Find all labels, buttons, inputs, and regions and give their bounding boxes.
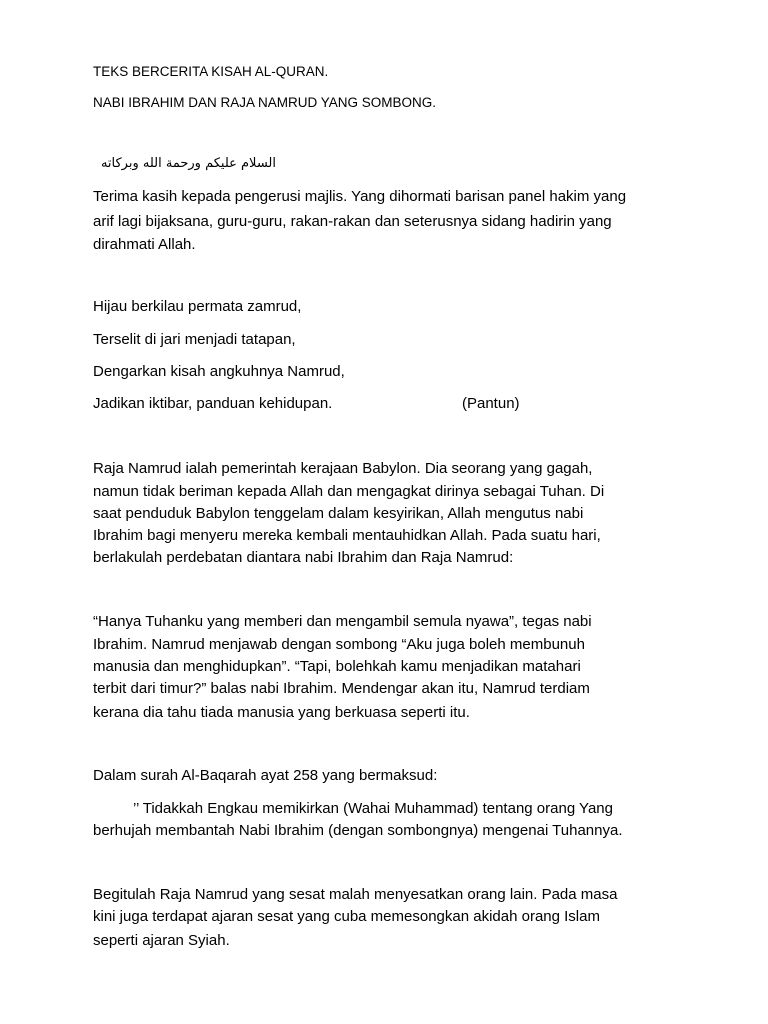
intro-line: arif lagi bijaksana, guru-guru, rakan-rakan dan seterusnya sidang hadirin yang [93,213,612,230]
paragraph-line: Ibrahim bagi menyeru mereka kembali mentauhidkan Allah. Pada suatu hari, [93,527,601,544]
pantun-line: Terselit di jari menjadi tatapan, [93,331,296,348]
intro-line: dirahmati Allah. [93,236,196,253]
paragraph-line: terbit dari timur?” balas nabi Ibrahim. Mendengar akan itu, Namrud terdiam [93,680,590,697]
paragraph-line: Ibrahim. Namrud menjawab dengan sombong “Aku juga boleh membunuh [93,636,585,653]
paragraph-line: Raja Namrud ialah pemerintah kerajaan Babylon. Dia seorang yang gagah, [93,460,593,477]
quote-line: ’’ Tidakkah Engkau memikirkan (Wahai Muhammad) tentang orang Yang [133,800,613,817]
paragraph-line: kerana dia tahu tiada manusia yang berkuasa seperti itu. [93,704,470,721]
surah-intro: Dalam surah Al-Baqarah ayat 258 yang bermaksud: [93,767,438,784]
paragraph-line: Begitulah Raja Namrud yang sesat malah menyesatkan orang lain. Pada masa [93,886,618,903]
pantun-label: (Pantun) [462,395,520,412]
pantun-line: Hijau berkilau permata zamrud, [93,298,302,315]
paragraph-line: “Hanya Tuhanku yang memberi dan mengambil semula nyawa”, tegas nabi [93,613,592,630]
pantun-line: Jadikan iktibar, panduan kehidupan. [93,395,333,412]
paragraph-line: berlakulah perdebatan diantara nabi Ibrahim dan Raja Namrud: [93,549,514,566]
paragraph-line: namun tidak beriman kepada Allah dan mengagkat dirinya sebagai Tuhan. Di [93,483,605,500]
document-title: TEKS BERCERITA KISAH AL-QURAN. [93,64,329,79]
paragraph-line: seperti ajaran Syiah. [93,932,230,949]
paragraph-line: saat penduduk Babylon tenggelam dalam kesyirikan, Allah mengutus nabi [93,505,584,522]
arabic-greeting: السلام عليكم ورحمة الله وبركاته [100,156,276,171]
paragraph-line: kini juga terdapat ajaran sesat yang cuba memesongkan akidah orang Islam [93,908,600,925]
intro-line: Terima kasih kepada pengerusi majlis. Yang dihormati barisan panel hakim yang [93,188,627,205]
pantun-line: Dengarkan kisah angkuhnya Namrud, [93,363,345,380]
document-subtitle: NABI IBRAHIM DAN RAJA NAMRUD YANG SOMBONG. [93,95,437,110]
paragraph-line: manusia dan menghidupkan”. “Tapi, bolehkah kamu menjadikan matahari [93,658,581,675]
quote-line: berhujah membantah Nabi Ibrahim (dengan sombongnya) mengenai Tuhannya. [93,822,623,839]
